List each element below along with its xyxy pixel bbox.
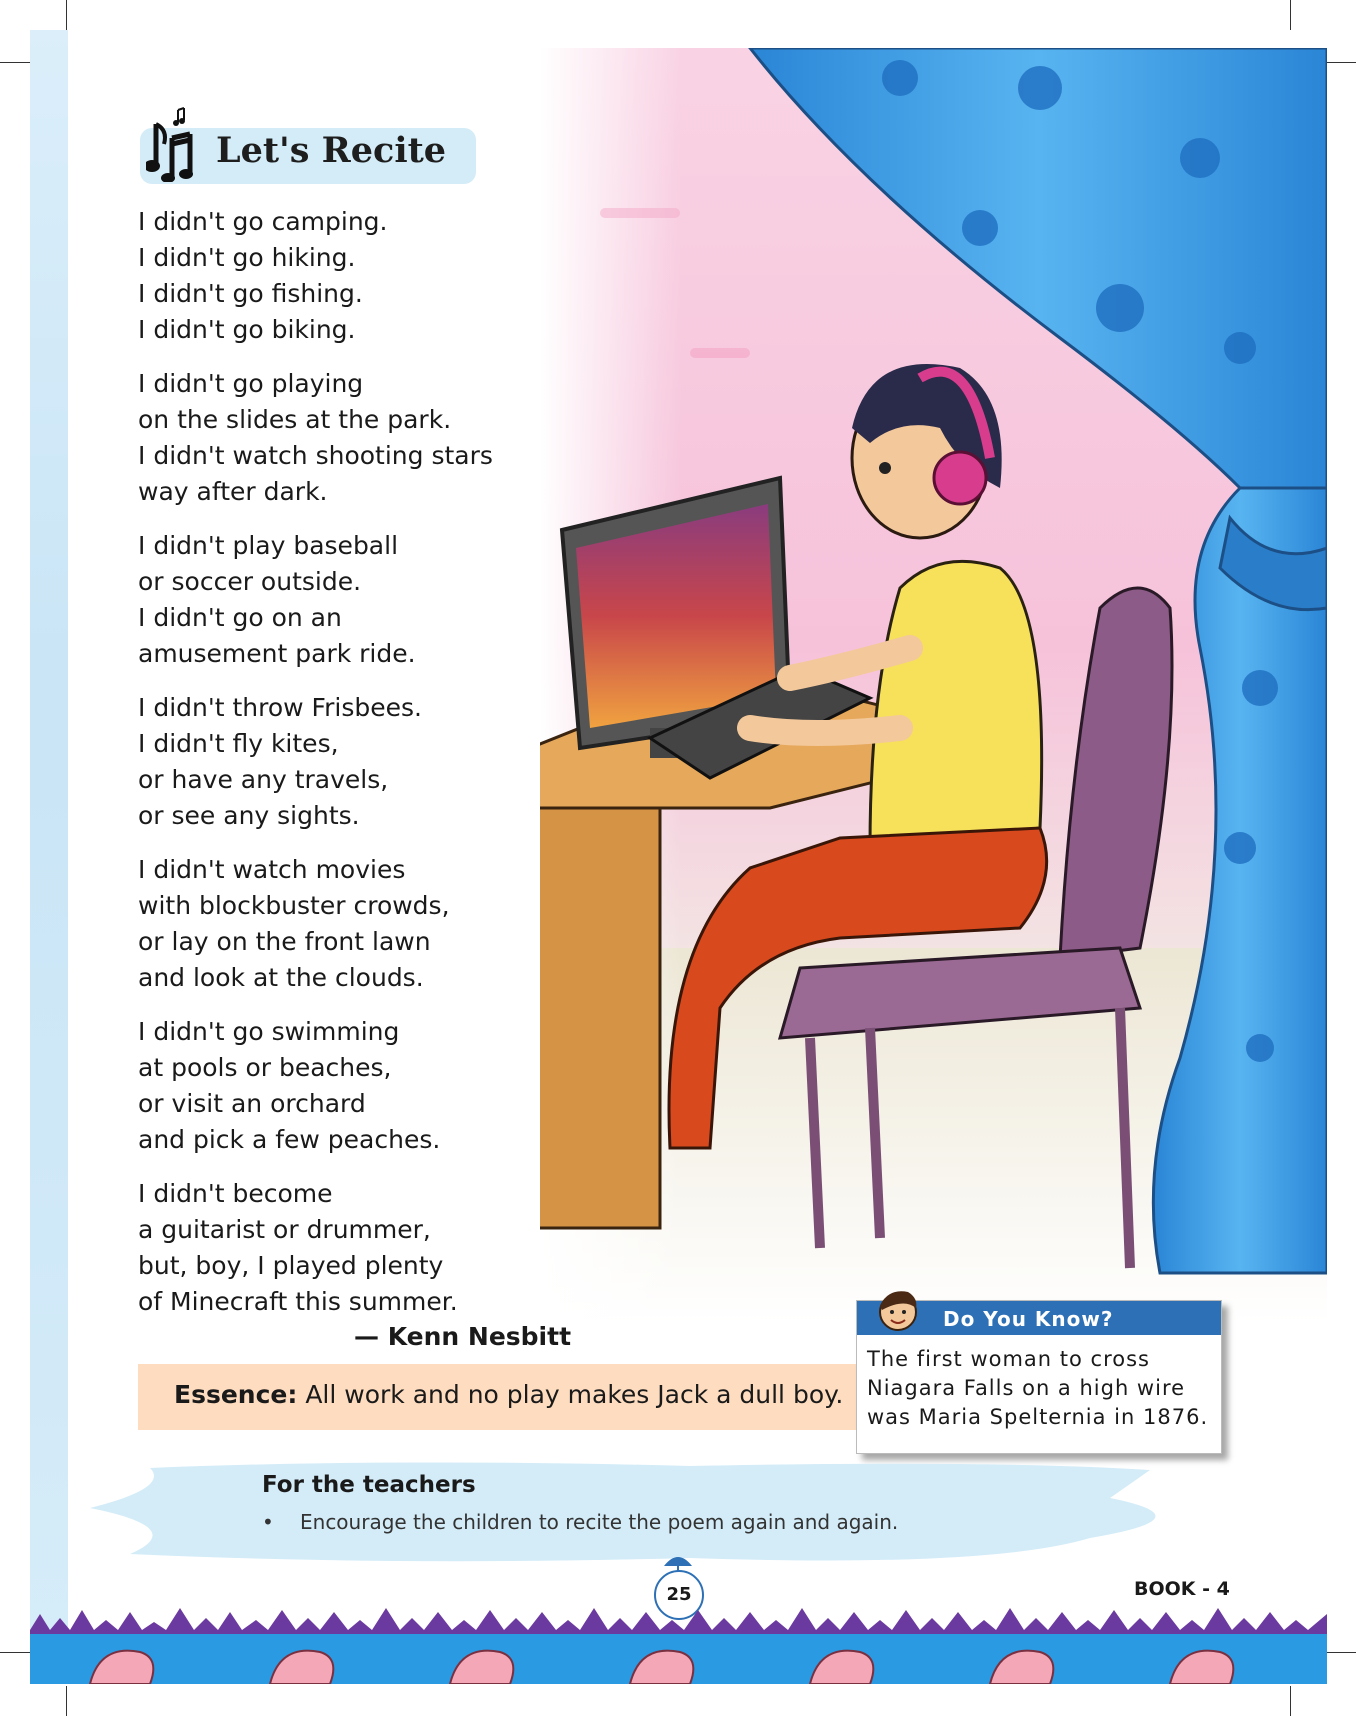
poem-line: I didn't go fishing. bbox=[138, 279, 363, 308]
crop-mark bbox=[0, 1652, 30, 1653]
crop-mark bbox=[66, 1686, 67, 1716]
poem-line: or visit an orchard bbox=[138, 1089, 366, 1118]
poem-line: I didn't watch movies bbox=[138, 855, 406, 884]
do-you-know-title: Do You Know? bbox=[943, 1307, 1114, 1331]
poem-line: or see any sights. bbox=[138, 801, 360, 830]
poem-line: or have any travels, bbox=[138, 765, 389, 794]
left-margin-strip bbox=[30, 30, 68, 1680]
essence-message: All work and no play makes Jack a dull boy. bbox=[297, 1380, 844, 1409]
footer-wave-decoration bbox=[30, 1600, 1327, 1684]
poem-stanza bbox=[138, 528, 558, 672]
poem-line: I didn't go playing bbox=[138, 369, 364, 398]
do-you-know-line: Niagara Falls on a high wire bbox=[867, 1376, 1186, 1400]
essence-box bbox=[138, 1364, 858, 1430]
poem-line: I didn't go hiking. bbox=[138, 243, 356, 272]
poem-line: way after dark. bbox=[138, 477, 328, 506]
poem-line: I didn't throw Frisbees. bbox=[138, 693, 422, 722]
do-you-know-line: was Maria Spelternia in 1876. bbox=[867, 1405, 1209, 1429]
teachers-instruction bbox=[262, 1510, 898, 1534]
music-notes-icon bbox=[146, 104, 206, 182]
poem-line: or soccer outside. bbox=[138, 567, 362, 596]
poem-line: I didn't play baseball bbox=[138, 531, 399, 560]
poem-stanza bbox=[138, 1014, 558, 1158]
do-you-know-text bbox=[867, 1345, 1217, 1432]
boy-at-computer-illustration bbox=[540, 48, 1327, 1323]
poem-stanza bbox=[138, 852, 558, 996]
poem-author: — Kenn Nesbitt bbox=[354, 1322, 572, 1351]
section-title: Let's Recite bbox=[216, 130, 447, 171]
poem-stanza bbox=[138, 690, 558, 834]
page-number: 25 bbox=[654, 1570, 704, 1620]
poem-stanza bbox=[138, 366, 558, 510]
poem-line: but, boy, I played plenty bbox=[138, 1251, 444, 1280]
poem-line: a guitarist or drummer, bbox=[138, 1215, 431, 1244]
poem-line: of Minecraft this summer. bbox=[138, 1287, 458, 1316]
poem-line: I didn't go camping. bbox=[138, 207, 388, 236]
crop-mark bbox=[1326, 62, 1356, 63]
poem-stanza bbox=[138, 1176, 558, 1320]
teachers-title: For the teachers bbox=[262, 1472, 476, 1498]
poem-line: with blockbuster crowds, bbox=[138, 891, 450, 920]
poem-stanza bbox=[138, 204, 558, 348]
poem-line: at pools or beaches, bbox=[138, 1053, 392, 1082]
poem-line: I didn't fly kites, bbox=[138, 729, 339, 758]
teachers-instruction-text: Encourage the children to recite the poem again and again. bbox=[300, 1510, 899, 1534]
poem-line: I didn't go on an bbox=[138, 603, 342, 632]
bullet-icon: • bbox=[262, 1510, 274, 1534]
do-you-know-line: The first woman to cross bbox=[867, 1347, 1150, 1371]
poem-line: and pick a few peaches. bbox=[138, 1125, 441, 1154]
poem-line: I didn't go swimming bbox=[138, 1017, 400, 1046]
poem-line: I didn't watch shooting stars bbox=[138, 441, 493, 470]
crop-mark bbox=[0, 62, 30, 63]
essence-label: Essence: bbox=[174, 1380, 298, 1409]
crop-mark bbox=[1290, 0, 1291, 30]
crop-mark bbox=[1326, 1652, 1356, 1653]
crop-mark bbox=[66, 0, 67, 30]
essence-text bbox=[174, 1380, 843, 1409]
poem-line: I didn't go biking. bbox=[138, 315, 356, 344]
poem-text bbox=[138, 204, 558, 1338]
crop-mark bbox=[1290, 1686, 1291, 1716]
poem-line: on the slides at the park. bbox=[138, 405, 452, 434]
poem-line: amusement park ride. bbox=[138, 639, 416, 668]
poem-line: I didn't become bbox=[138, 1179, 333, 1208]
book-label: BOOK - 4 bbox=[1134, 1578, 1230, 1600]
cartoon-boy-icon bbox=[868, 1282, 926, 1340]
poem-line: and look at the clouds. bbox=[138, 963, 424, 992]
poem-line: or lay on the front lawn bbox=[138, 927, 431, 956]
